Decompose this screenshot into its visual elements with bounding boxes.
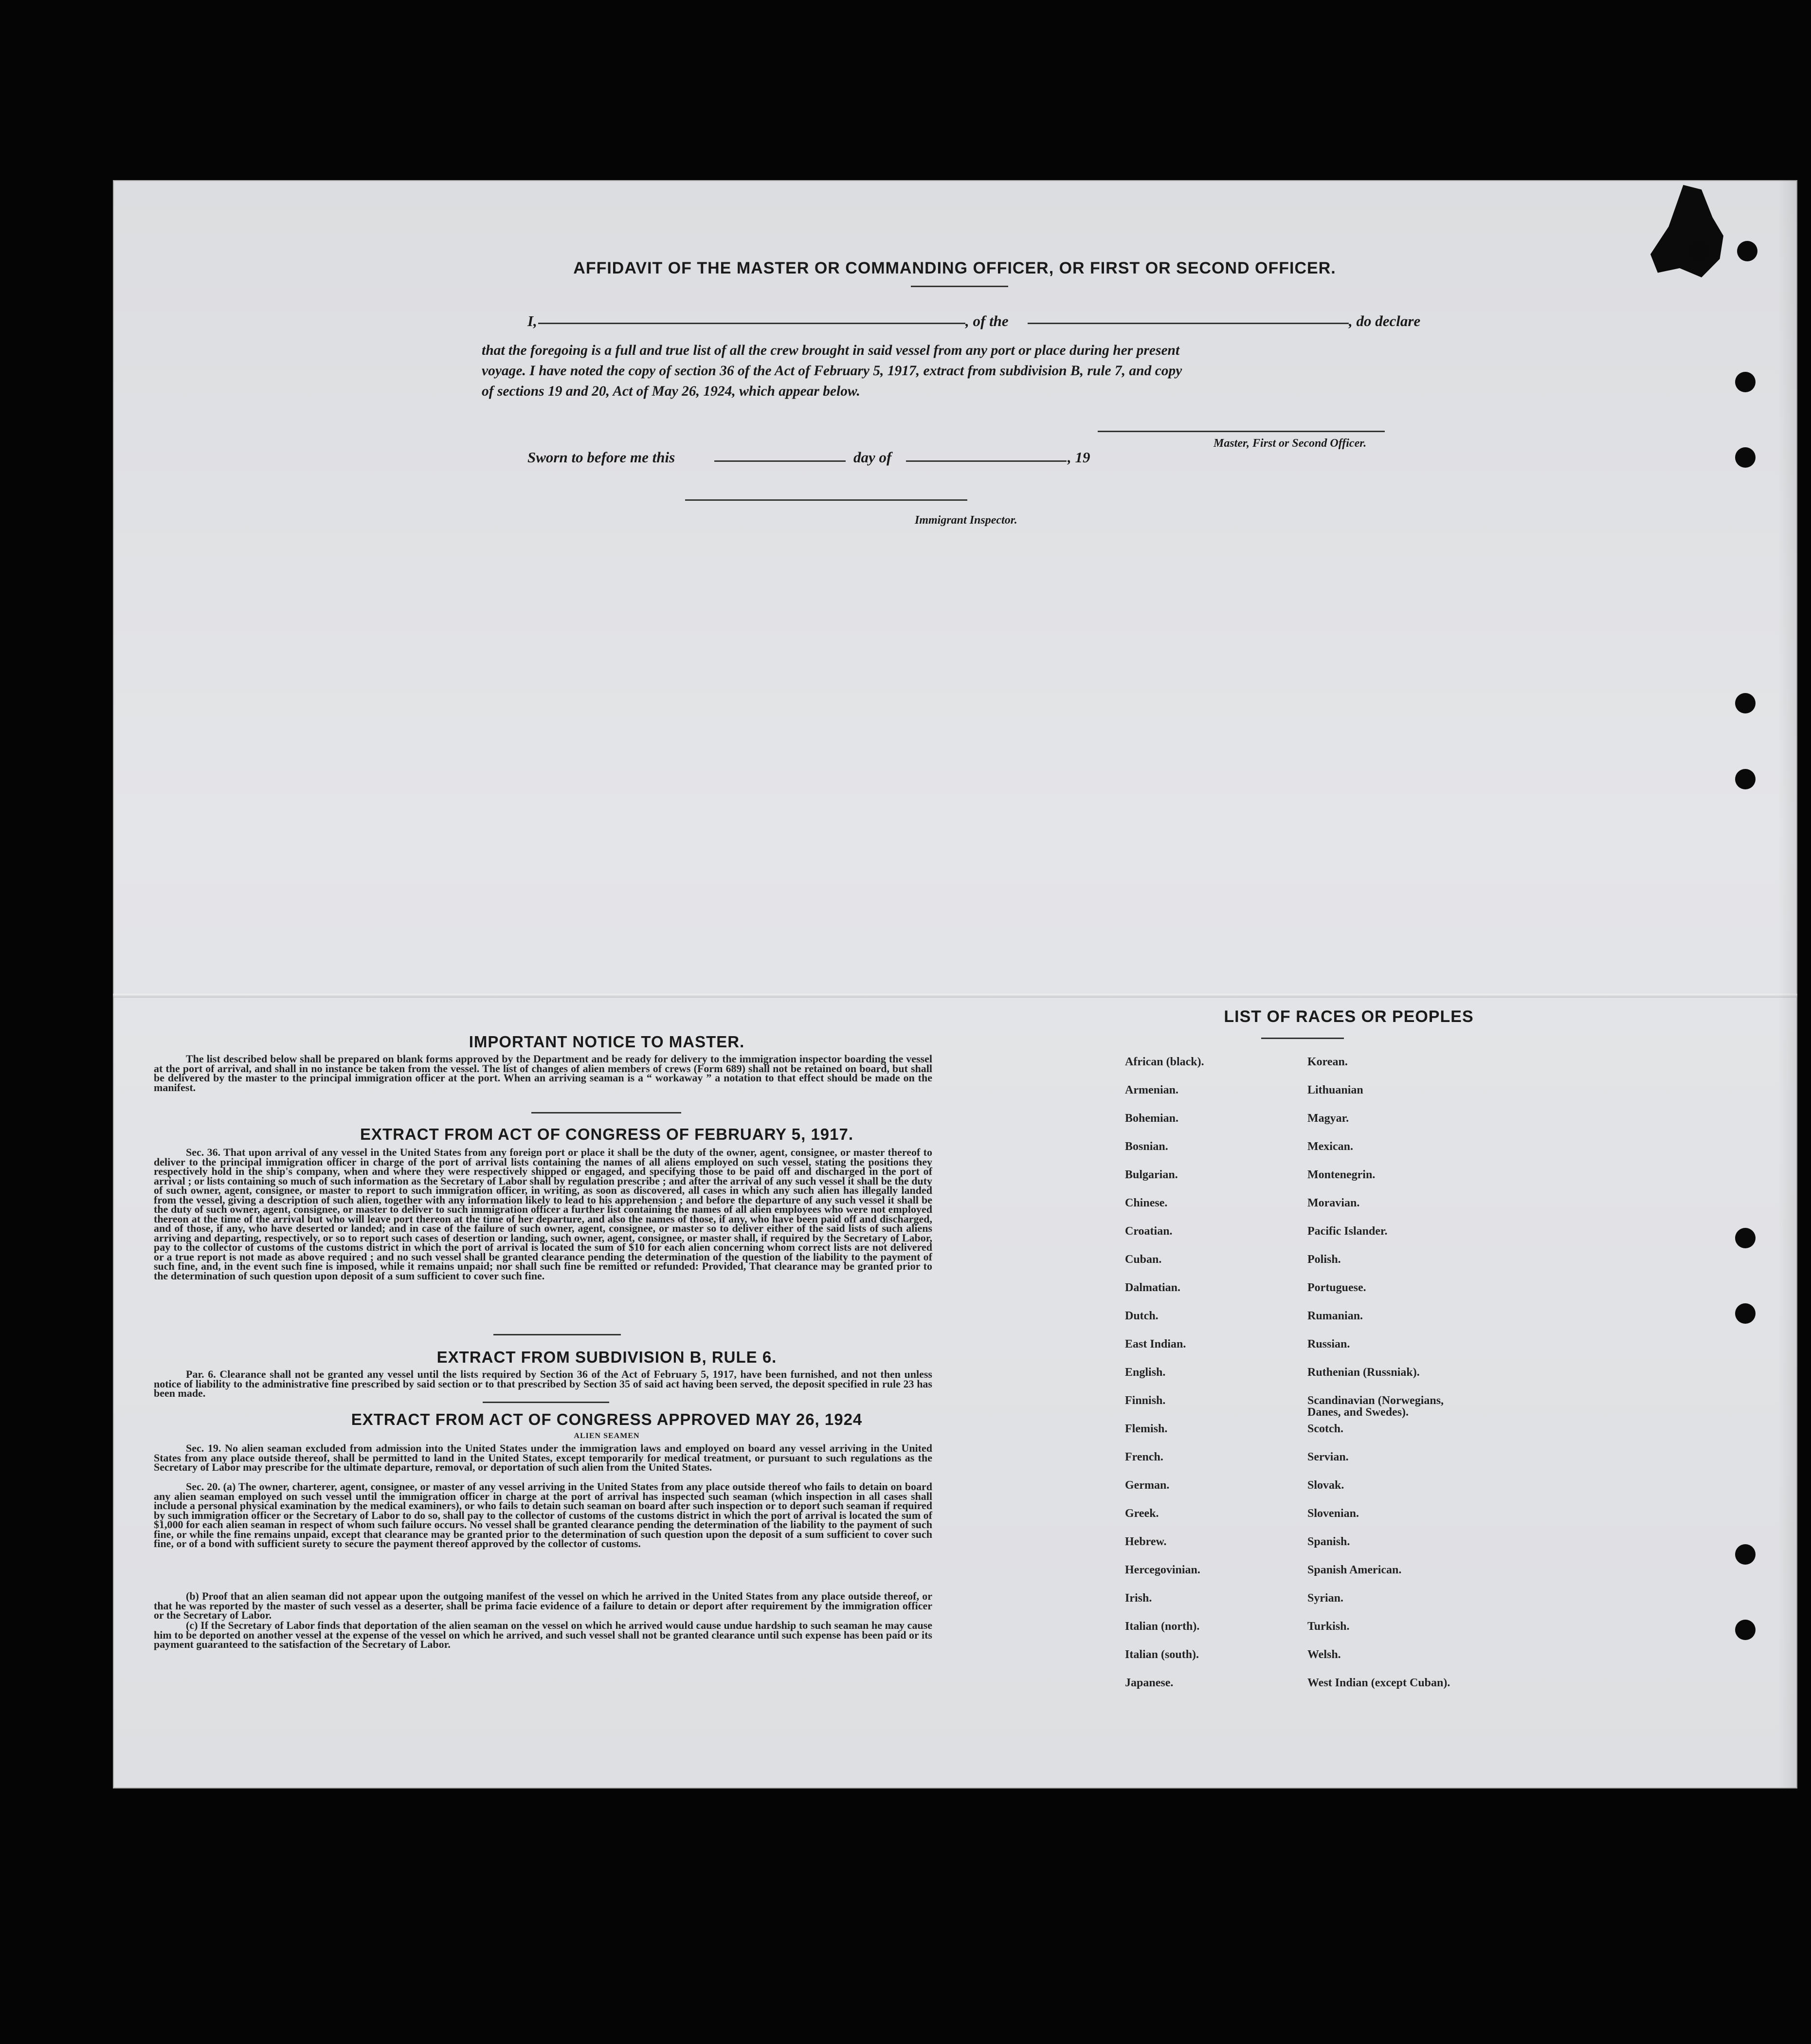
race-item: German. [1125,1479,1170,1492]
race-item: Syrian. [1307,1592,1344,1605]
race-item: Servian. [1307,1451,1349,1463]
affidavit-body-line2: voyage. I have noted the copy of section 36 of the Act of February 5, 1917, extract from subdivision B, rule 7, and copy [482,363,1182,379]
race-item: Italian (north). [1125,1620,1200,1633]
race-item: Finnish. [1125,1394,1166,1407]
subdivision-title: EXTRACT FROM SUBDIVISION B, RULE 6. [436,1348,777,1366]
race-item: Hercegovinian. [1125,1564,1200,1576]
race-item: Spanish. [1307,1535,1350,1548]
sec19-text: Sec. 19. No alien seaman excluded from admission into the United States under the immigration laws and employed on board any vessel arriving in the United States from any place outside thereof, shall be permitted to land in the United States, except temporarily for medical treatment, or pursuant to such regulations as the Secretary of Labor may prescribe for the ultimate departure, removal, or deportation of such alien from the United States. [154,1442,932,1473]
race-item: Ruthenian (Russniak). [1307,1366,1420,1379]
race-item: Montenegrin. [1307,1168,1376,1181]
paper-fold [113,994,1797,998]
race-item: Magyar. [1307,1112,1349,1125]
race-item: Bohemian. [1125,1112,1179,1125]
section-divider [531,1112,681,1113]
declare-label: , do declare [1349,312,1421,329]
sec20c-text: (c) If the Secretary of Labor finds that deportation of the alien seaman on the vessel on which he arrived would cause undue hardship to such seaman he may cause him to be deported on another vessel at the expense of the vessel on which he arrived, and such vessel shall not be granted clearance until such expense has been paid or its payment guaranteed to the satisfaction of the Secretary of Labor. [154,1619,932,1650]
race-item: Bulgarian. [1125,1168,1178,1181]
race-item: Flemish. [1125,1423,1168,1435]
title-divider [911,286,1008,287]
punch-hole [1735,1620,1756,1640]
punch-hole [1737,241,1757,261]
extract-1917-text: Sec. 36. That upon arrival of any vessel in the United States from any foreign port or place it shall be the duty of the owner, agent, consignee, or master thereof to deliver to the principal immigration officer in charge of the port of arrival lists containing the names of all aliens employed on such vessel, stating the positions they respectively hold in the ship's company, when and where they were respectively shipped or engaged, and specifying those to be paid off and discharged in the port of arrival ; or lists containing so much of such information as the Secretary of Labor shall by regulation prescribe ; and after the arrival of any such vessel it shall be the duty of such owner, agent, consignee, or master to report to such immigration officer, in writing, as soon as discovered, all cases in which any such alien has illegally landed from the vessel, giving a description of such alien, together with any information likely to lead to his apprehension ; and before the departure of any such vessel it shall be the duty of such owner, agent, consignee, or master to deliver to such immigration officer a further list containing the names of all alien employees who were not employed thereon at the time of the arrival but who will leave port thereon at the time of her departure, and also the names of those, if any, who have been paid off and discharged, and of those, if any, who have deserted or landed; and in case of the failure of such owner, agent, consignee, or master so to deliver either of the said lists of such aliens arriving and departing, respectively, or so to report such cases of desertion or landing, such owner, agent, consignee, or master shall, if required by the Secretary of Labor, pay to the collector of customs of the customs district in which the port of arrival is located the sum of $10 for each alien concerning whom correct lists are not delivered or a true report is not made as above required ; and no such vessel shall be granted clearance pending the determination of the question of the liability to the payment of such fine, and, in the event such fine is imposed, while it remains unpaid; nor shall such fine be remitted or refunded: Provided, That clearance may be granted prior to the determination of such question upon deposit of a sum sufficient to cover such fine. [154,1146,932,1282]
race-item: Italian (south). [1125,1648,1199,1661]
year-label: , 19 [1068,449,1090,466]
punch-hole [1735,769,1756,789]
race-item: Greek. [1125,1507,1159,1520]
name-blank[interactable] [538,323,965,324]
race-item: Cuban. [1125,1253,1162,1266]
races-title: LIST OF RACES OR PEOPLES [1224,1007,1474,1026]
punch-hole [1689,241,1710,261]
section-divider [483,1402,609,1403]
race-item: French. [1125,1451,1163,1463]
of-the-label: , of the [965,312,1009,329]
race-item: Turkish. [1307,1620,1350,1633]
signature-blank[interactable] [1098,431,1385,432]
extract-1924-title: EXTRACT FROM ACT OF CONGRESS APPROVED MAY 26, 1924 [351,1410,863,1428]
sworn-day-blank[interactable] [714,460,846,462]
punch-hole [1735,1228,1756,1248]
race-item: Spanish American. [1307,1564,1402,1576]
signature-label: Master, First or Second Officer. [1213,437,1367,450]
race-item: Russian. [1307,1338,1350,1350]
race-item: Pacific Islander. [1307,1225,1388,1238]
torn-corner [1650,185,1723,277]
punch-hole [1735,1303,1756,1324]
race-item: Polish. [1307,1253,1341,1266]
vessel-blank[interactable] [1028,323,1349,324]
race-item: English. [1125,1366,1166,1379]
races-list-left [1125,1056,1300,1705]
inspector-signature-blank[interactable] [685,499,967,501]
race-item: Rumanian. [1307,1310,1363,1322]
race-item: Dalmatian. [1125,1281,1180,1294]
punch-hole [1735,1544,1756,1565]
document-sheet [113,180,1797,1788]
notice-title: IMPORTANT NOTICE TO MASTER. [469,1033,745,1051]
subdivision-text: Par. 6. Clearance shall not be granted any vessel until the lists required by Section 36 of the Act of February 5, 1917, have been furnished, and not then unless notice of liability to the administrative fine prescribed by said section or to that prescribed by Section 35 of said act having been served, the deposit specified in rule 23 has been made. [154,1368,932,1399]
race-item: Hebrew. [1125,1535,1167,1548]
day-of-label: day of [853,449,892,466]
race-item: Welsh. [1307,1648,1341,1661]
sec20a-text: Sec. 20. (a) The owner, charterer, agent, consignee, or master of any vessel arriving in the United States from any place outside thereof who fails to detain on board any alien seaman employed on such vessel until the immigration officer in charge at the port of arrival has inspected such seaman (which inspection in all cases shall include a personal physical examination by the medical examiners), or who fails to detain such seaman on board after such inspection or to deport such seaman if required by such immigration officer or the Secretary of Labor to do so, shall pay to the collector of customs of the customs district in which the port of arrival is located the sum of $1,000 for each alien seaman in respect of whom such failure occurs. No vessel shall be granted clearance pending the determination of the liability to the payment of such fine, or while the fine remains unpaid, except that clearance may be granted prior to the determination of such question upon the deposit of a sum sufficient to cover such fine, or of a bond with sufficient surety to secure the payment thereof approved by the collector of customs. [154,1480,932,1550]
inspector-label: Immigrant Inspector. [915,514,1017,527]
race-item: Irish. [1125,1592,1152,1605]
race-item: Bosnian. [1125,1140,1168,1153]
race-item: Chinese. [1125,1197,1168,1209]
races-divider [1261,1038,1344,1039]
race-item: Korean. [1307,1056,1348,1068]
race-item: Dutch. [1125,1310,1159,1322]
race-item: Portuguese. [1307,1281,1366,1294]
race-item: Moravian. [1307,1197,1360,1209]
race-item: Japanese. [1125,1677,1174,1689]
sworn-label: Sworn to before me this [527,449,675,466]
punch-hole [1735,372,1756,392]
extract-1917-title: EXTRACT FROM ACT OF CONGRESS OF FEBRUARY 5, 1917. [360,1125,854,1143]
race-item: African (black). [1125,1056,1204,1068]
races-list-right [1307,1056,1512,1705]
alien-seamen-subtitle: ALIEN SEAMEN [574,1432,640,1440]
section-divider [493,1334,621,1335]
notice-text: The list described below shall be prepared on blank forms approved by the Department and be ready for delivery to the immigration inspector boarding the vessel at the port of arrival, and shall in no instance be taken from the vessel. The list of changes of alien members of crews (Form 689) shall not be retained on board, but shall be delivered by the master to the principal immigration officer at the port. When an arriving seaman is a “ workaway ” a notation to that effect should be made on the manifest. [154,1053,932,1094]
race-item: Mexican. [1307,1140,1353,1153]
race-item: Croatian. [1125,1225,1173,1238]
affidavit-body-line3: of sections 19 and 20, Act of May 26, 1924, which appear below. [482,383,860,399]
punch-hole [1735,447,1756,468]
race-item: Slovak. [1307,1479,1344,1492]
race-item: Armenian. [1125,1084,1178,1096]
race-item: Lithuanian [1307,1084,1363,1096]
affidavit-title: AFFIDAVIT OF THE MASTER OR COMMANDING OFFICER, OR FIRST OR SECOND OFFICER. [573,259,1336,277]
i-label: I, [527,312,537,329]
race-item: West Indian (except Cuban). [1307,1677,1450,1689]
paper-edge-shadow [1778,180,1797,1788]
punch-hole [1735,693,1756,713]
race-item: East Indian. [1125,1338,1186,1350]
affidavit-body-line1: that the foregoing is a full and true list of all the crew brought in said vessel from any port or place during her present [482,343,1180,358]
race-item: Scotch. [1307,1423,1343,1435]
race-item: Scandinavian (Norwegians, Danes, and Swedes). [1307,1394,1444,1419]
sworn-month-blank[interactable] [906,460,1067,462]
race-item: Slovenian. [1307,1507,1359,1520]
sec20b-text: (b) Proof that an alien seaman did not appear upon the outgoing manifest of the vessel on which he arrived in the United States from any place outside thereof, or that he was reported by the master of such vessel as a deserter, shall be prima facie evidence of a failure to detain or deport after requirement by the immigration officer or the Secretary of Labor. [154,1590,932,1621]
